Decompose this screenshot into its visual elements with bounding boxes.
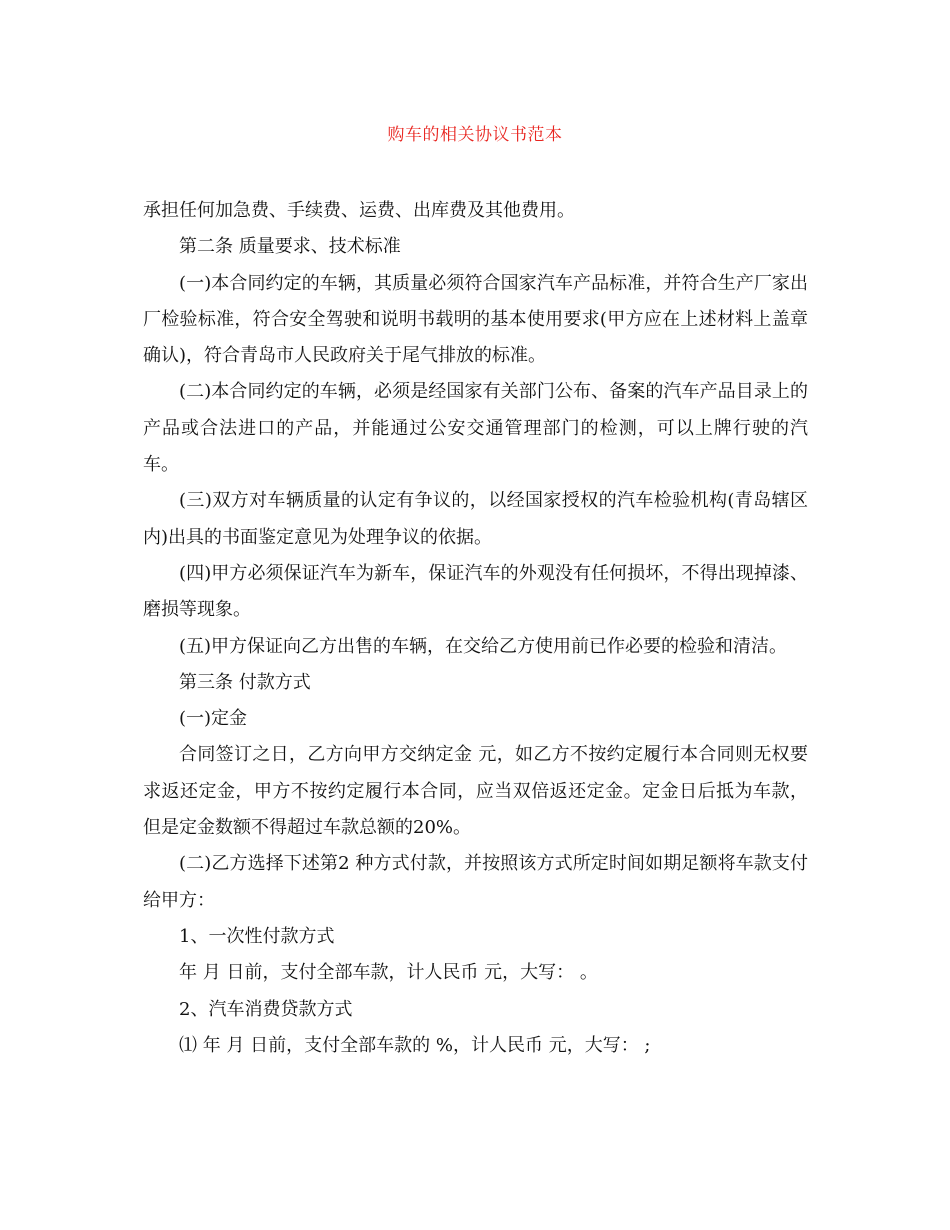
paragraph: (五)甲方保证向乙方出售的车辆，在交给乙方使用前已作必要的检验和清洁。	[179, 635, 788, 657]
document-body	[143, 193, 808, 1064]
paragraph: 年 月 日前，支付全部车款，计人民币 元，大写： 。	[179, 962, 598, 984]
paragraph: (二)本合同约定的车辆，必须是经国家有关部门公布、备案的汽车产品目录上的产品或合法进口的产品，并能通过公安交通管理部门的检测，可以上牌行驶的汽车。	[143, 381, 808, 476]
paragraph: ⑴ 年 月 日前，支付全部车款的 %，计人民币 元，大写： ;	[179, 1034, 651, 1056]
paragraph: 承担任何加急费、手续费、运费、出库费及其他费用。	[143, 200, 575, 221]
paragraph: (二)乙方选择下述第2 种方式付款，并按照该方式所定时间如期足额将车款支付给甲方：	[143, 853, 808, 911]
paragraph: (三)双方对车辆质量的认定有争议的，以经国家授权的汽车检验机构(青岛辖区内)出具的书面鉴定意见为处理争议的依据。	[143, 490, 808, 548]
section-heading: (一)定金	[179, 708, 248, 730]
paragraph: (一)本合同约定的车辆，其质量必须符合国家汽车产品标准，并符合生产厂家出厂检验标准，符合安全驾驶和说明书载明的基本使用要求(甲方应在上述材料上盖章确认)，符合青岛市人民政府关于尾气排放的标准。	[143, 272, 808, 367]
paragraph: 合同签订之日，乙方向甲方交纳定金 元，如乙方不按约定履行本合同则无权要求返还定金，甲方不按约定履行本合同，应当双倍返还定金。定金日后抵为车款，但是定金数额不得超过车款总额的20%。	[143, 744, 808, 839]
document-title: 购车的相关协议书范本	[387, 125, 563, 145]
article-heading: 第三条 付款方式	[179, 671, 311, 693]
list-item: 2、汽车消费贷款方式	[179, 998, 353, 1020]
list-item: 1、一次性付款方式	[179, 925, 335, 947]
paragraph: (四)甲方必须保证汽车为新车，保证汽车的外观没有任何损坏，不得出现掉漆、磨损等现象。	[143, 562, 808, 621]
article-heading: 第二条 质量要求、技术标准	[179, 236, 401, 258]
